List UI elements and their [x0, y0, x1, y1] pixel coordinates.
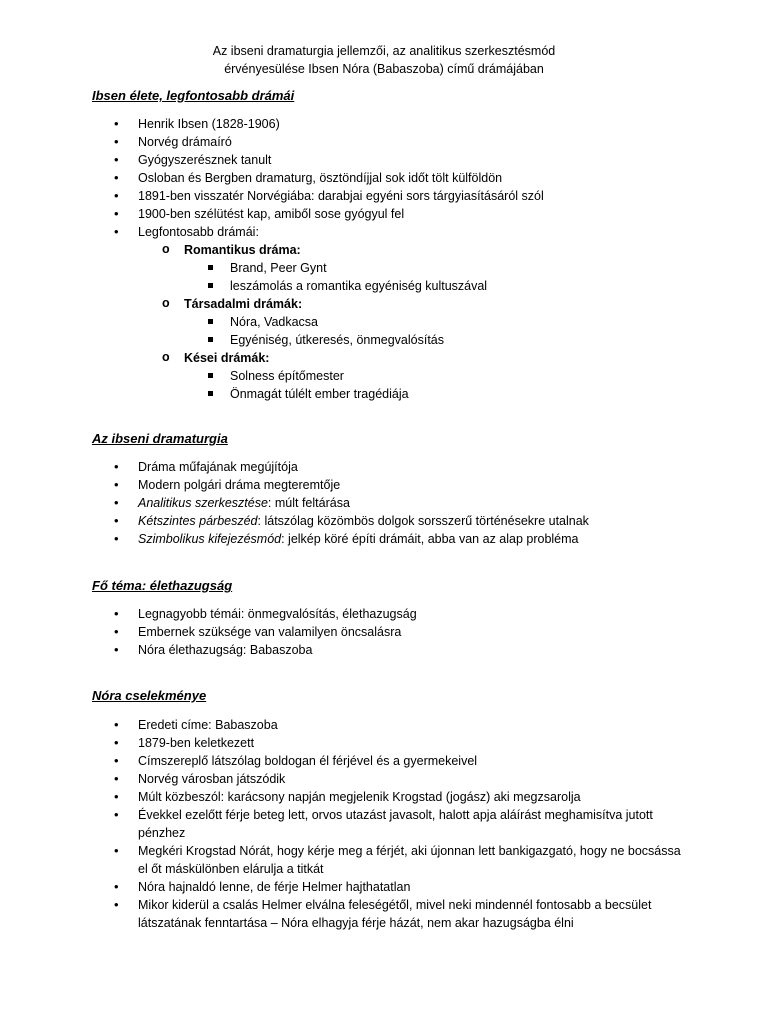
life-list: [92, 115, 692, 403]
list-item: Egyéniség, útkeresés, önmegvalósítás: [184, 331, 692, 349]
item-text: : jelkép köré építi drámáit, abba van az alap probléma: [281, 532, 579, 546]
drama-group-label: Romantikus dráma:: [184, 243, 301, 257]
drama-group-label: Kései drámák:: [184, 351, 270, 365]
list-item: • Eredeti címe: Babaszoba: [92, 716, 692, 734]
drama-group-romantic: [138, 241, 692, 295]
list-item: [92, 512, 692, 530]
title-line-1: Az ibseni dramaturgia jellemzői, az analitikus szerkesztésmód: [212, 44, 556, 58]
list-item: • 1891-ben visszatér Norvégiába: darabjai egyéni sors tárgyiasításáról szól: [92, 187, 692, 205]
drama-groups: [138, 241, 692, 403]
list-item: Solness építőmester: [184, 367, 692, 385]
item-term: Analitikus szerkesztése: [138, 496, 268, 510]
item-text: : múlt feltárása: [267, 496, 350, 510]
list-item: • Norvég városban játszódik: [92, 770, 692, 788]
item-term: Kétszintes párbeszéd: [138, 514, 258, 528]
section-heading-dramaturgy: Az ibseni dramaturgia: [92, 431, 228, 446]
item-term: Szimbolikus kifejezésmód: [138, 532, 282, 546]
list-item: • Norvég drámaíró: [92, 133, 692, 151]
item-text: Dráma műfajának megújítója: [138, 460, 298, 474]
list-item: • Osloban és Bergben dramaturg, ösztöndíjjal sok időt tölt külföldön: [92, 169, 692, 187]
list-item: • Címszereplő látszólag boldogan él férjével és a gyermekeivel: [92, 752, 692, 770]
list-item: Nóra, Vadkacsa: [184, 313, 692, 331]
list-item: [92, 530, 692, 548]
list-item: • Megkéri Krogstad Nórát, hogy kérje meg a férjét, aki újonnan lett bankigazgató, hogy ne bocsássa el őt máskülönben elárulja a titkát: [92, 842, 692, 878]
section-heading-life: Ibsen élete, legfontosabb drámái: [92, 88, 295, 103]
list-item: • Nóra hajnaldó lenne, de férje Helmer hajthatatlan: [92, 878, 692, 896]
drama-group-label: Társadalmi drámák:: [184, 297, 303, 311]
section-heading-plot: Nóra cselekménye: [92, 688, 207, 703]
drama-group-items: [184, 313, 692, 349]
plot-list: [92, 716, 692, 932]
dramaturgy-list: [92, 458, 692, 548]
list-item-label: Legfontosabb drámái:: [138, 225, 259, 239]
list-item: • Nóra élethazugság: Babaszoba: [92, 641, 692, 659]
list-item: • Gyógyszerésznek tanult: [92, 151, 692, 169]
list-item: [92, 476, 692, 494]
document-title: [0, 42, 768, 78]
list-item: Brand, Peer Gynt: [184, 259, 692, 277]
list-item: • Embernek szüksége van valamilyen öncsalásra: [92, 623, 692, 641]
list-item: [92, 458, 692, 476]
list-item-major-dramas: [92, 223, 692, 403]
title-line-2: érvényesülése Ibsen Nóra (Babaszoba) című drámájában: [224, 62, 544, 76]
list-item: • 1879-ben keletkezett: [92, 734, 692, 752]
list-item: leszámolás a romantika egyéniség kultuszával: [184, 277, 692, 295]
drama-group-social: [138, 295, 692, 349]
list-item: • Henrik Ibsen (1828-1906): [92, 115, 692, 133]
list-item: • 1900-ben szélütést kap, amiből sose gyógyul fel: [92, 205, 692, 223]
item-text: Modern polgári dráma megteremtője: [138, 478, 341, 492]
theme-list: [92, 605, 692, 659]
list-item: • Évekkel ezelőtt férje beteg lett, orvos utazást javasolt, halott apja aláírást meghamisítva jutott pénzhez: [92, 806, 692, 842]
list-item: Önmagát túlélt ember tragédiája: [184, 385, 692, 403]
list-item: [92, 494, 692, 512]
drama-group-items: [184, 367, 692, 403]
list-item: • Mikor kiderül a csalás Helmer elválna feleségétől, mivel neki mindennél fontosabb a becsület látszatának fenntartása – Nóra elhagyja férje házát, nem akar hazugságba élni: [92, 896, 692, 932]
list-item: • Múlt közbeszól: karácsony napján megjelenik Krogstad (jogász) aki megzsarolja: [92, 788, 692, 806]
item-text: : látszólag közömbös dolgok sorsszerű történésekre utalnak: [257, 514, 589, 528]
drama-group-late: [138, 349, 692, 403]
section-heading-theme: Fő téma: élethazugság: [92, 578, 233, 593]
list-item: • Legnagyobb témái: önmegvalósítás, élethazugság: [92, 605, 692, 623]
drama-group-items: [184, 259, 692, 295]
